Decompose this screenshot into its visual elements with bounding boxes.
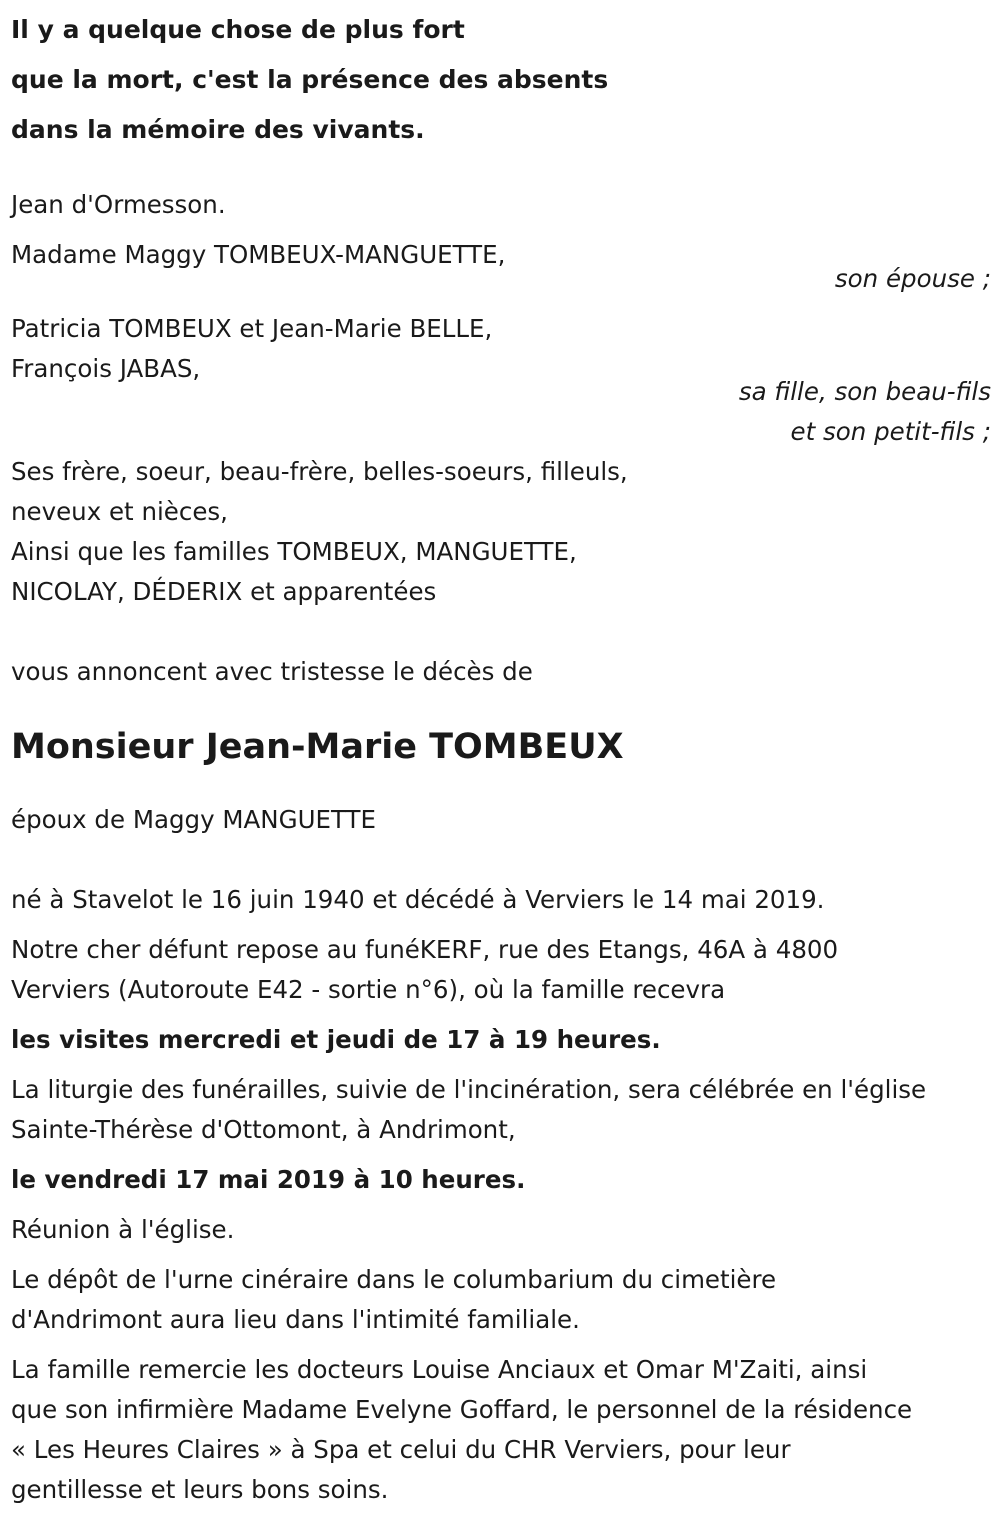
quote-line-1: Il y a quelque chose de plus fort bbox=[11, 15, 465, 44]
relatives-line-4: NICOLAY, DÉDERIX et apparentées bbox=[11, 577, 437, 606]
announcement-text: vous annoncent avec tristesse le décès de bbox=[11, 657, 533, 686]
rest-line-2: Verviers (Autoroute E42 - sortie n°6), où la famille recevra bbox=[11, 975, 726, 1004]
funeral-date-text: le vendredi 17 mai 2019 à 10 heures. bbox=[11, 1165, 526, 1194]
children-role-1: sa fille, son beau-fils bbox=[738, 377, 991, 406]
rest-line-1: Notre cher défunt repose au funéKERF, rue des Etangs, 46A à 4800 bbox=[11, 935, 839, 964]
urn-line-1: Le dépôt de l'urne cinéraire dans le columbarium du cimetière bbox=[11, 1265, 777, 1294]
child-name-2: François JABAS, bbox=[11, 354, 201, 383]
quote-line-3: dans la mémoire des vivants. bbox=[11, 115, 425, 144]
thanks-line-4: gentillesse et leurs bons soins. bbox=[11, 1475, 389, 1504]
deceased-name: Monsieur Jean-Marie TOMBEUX bbox=[11, 727, 624, 767]
liturgy-line-2: Sainte-Thérèse d'Ottomont, à Andrimont, bbox=[11, 1115, 516, 1144]
urn-line-2: d'Andrimont aura lieu dans l'intimité familiale. bbox=[11, 1305, 580, 1334]
epigraph bbox=[11, 5, 991, 155]
relatives-line-3: Ainsi que les familles TOMBEUX, MANGUETTE, bbox=[11, 537, 577, 566]
birth-death-text: né à Stavelot le 16 juin 1940 et décédé à Verviers le 14 mai 2019. bbox=[11, 885, 825, 914]
child-name-1: Patricia TOMBEUX et Jean-Marie BELLE, bbox=[11, 314, 493, 343]
relatives-line-2: neveux et nièces, bbox=[11, 497, 228, 526]
thanks-line-3: « Les Heures Claires » à Spa et celui du CHR Verviers, pour leur bbox=[11, 1435, 791, 1464]
visits-text: les visites mercredi et jeudi de 17 à 19 heures. bbox=[11, 1025, 661, 1054]
spouse-of-text: époux de Maggy MANGUETTE bbox=[11, 805, 376, 834]
thanks-line-1: La famille remercie les docteurs Louise Anciaux et Omar M'Zaiti, ainsi bbox=[11, 1355, 868, 1384]
relatives-line-1: Ses frère, soeur, beau-frère, belles-soeurs, filleuls, bbox=[11, 457, 628, 486]
quote-line-2: que la mort, c'est la présence des absents bbox=[11, 65, 609, 94]
spouse-role: son épouse ; bbox=[834, 264, 991, 293]
quote-author: Jean d'Ormesson. bbox=[11, 190, 226, 219]
obituary-notice bbox=[11, 5, 991, 1510]
spouse-name: Madame Maggy TOMBEUX-MANGUETTE, bbox=[11, 240, 506, 269]
children-role-2: et son petit-fils ; bbox=[790, 417, 991, 446]
thanks-line-2: que son infirmière Madame Evelyne Goffard, le personnel de la résidence bbox=[11, 1395, 913, 1424]
meeting-text: Réunion à l'église. bbox=[11, 1215, 235, 1244]
liturgy-line-1: La liturgie des funérailles, suivie de l'incinération, sera célébrée en l'église bbox=[11, 1075, 927, 1104]
